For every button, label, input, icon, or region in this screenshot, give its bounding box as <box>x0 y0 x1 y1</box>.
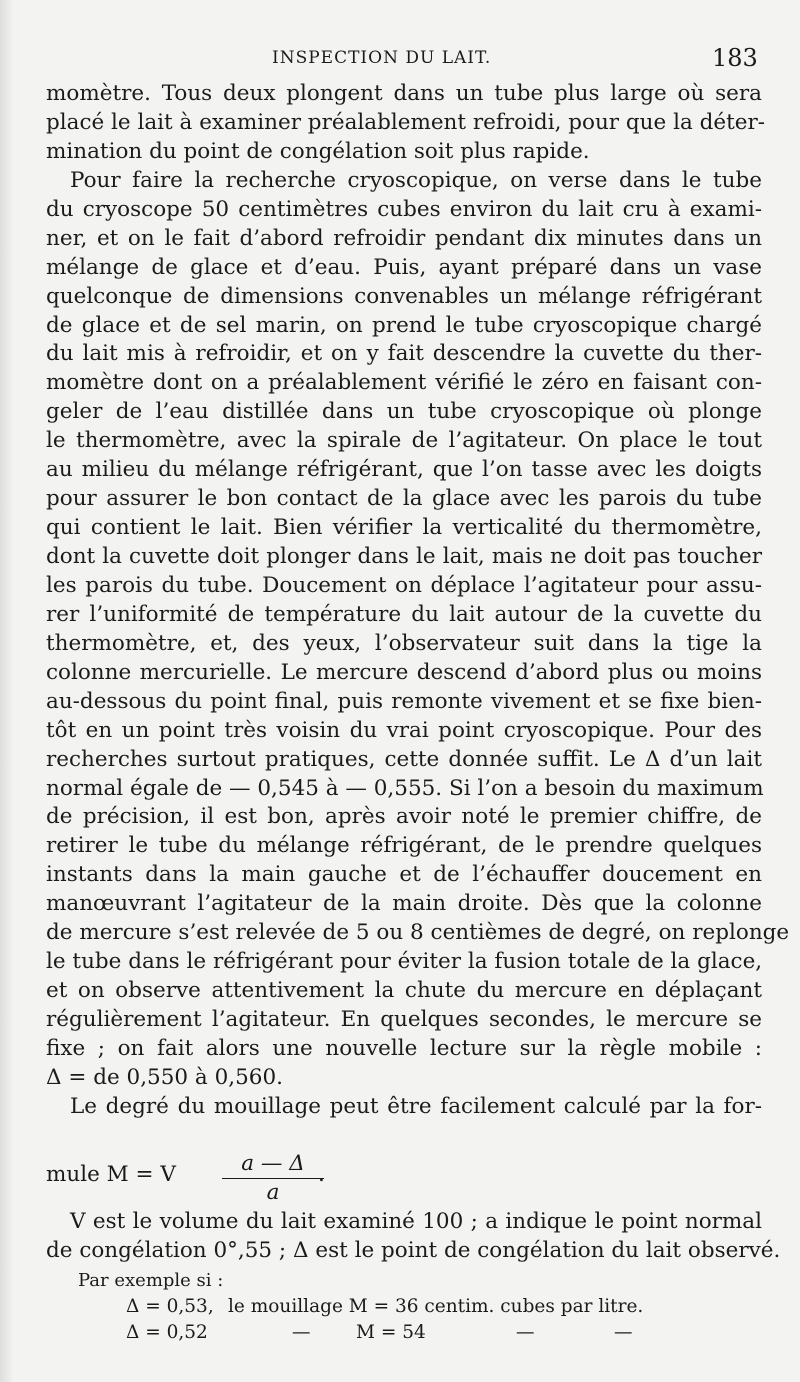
text-line: au-dessous du point final, puis remonte vivement et se fixe bien- <box>46 688 762 714</box>
page-number: 183 <box>712 44 758 72</box>
example-delta: Δ = 0,53, <box>126 1296 214 1317</box>
text-line: les parois du tube. Doucement on déplace l’agitateur pour assu- <box>46 572 762 598</box>
ditto-dash: — <box>614 1322 633 1343</box>
text-line: Le degré du mouillage peut être facilement calculé par la for- <box>70 1093 762 1119</box>
example-row <box>78 1320 718 1346</box>
formula-denominator: a <box>266 1180 280 1205</box>
text-line: dont la cuvette doit plonger dans le lait, mais ne doit pas toucher <box>46 544 762 569</box>
text-line: et on observe attentivement la chute du mercure en déplaçant <box>46 978 762 1004</box>
text-line: mination du point de congélation soit plus rapide. <box>46 138 590 164</box>
text-line: recherches surtout pratiques, cette donnée suffit. Le Δ d’un lait <box>46 746 762 772</box>
example-delta: Δ = 0,52 <box>126 1322 208 1343</box>
example-text: le mouillage M = 36 centim. cubes par litre. <box>228 1296 644 1317</box>
running-title: INSPECTION DU LAIT. <box>272 48 492 68</box>
text-line: du cryoscope 50 centimètres cubes environ du lait cru à exami- <box>46 196 762 222</box>
text-line: pour assurer le bon contact de la glace avec les parois du tube <box>46 486 762 512</box>
text-line: colonne mercurielle. Le mercure descend d’abord plus ou moins <box>46 659 762 685</box>
text-line: quelconque de dimensions convenables un mélange réfrigérant <box>46 283 762 309</box>
formula-numerator: a — Δ <box>241 1151 305 1176</box>
text-line: V est le volume du lait examiné 100 ; a indique le point normal <box>70 1209 762 1234</box>
text-line: du lait mis à refroidir, et on y fait descendre la cuvette du ther- <box>46 341 762 367</box>
text-line: tôt en un point très voisin du vrai point cryoscopique. Pour des <box>46 717 762 743</box>
text-line: rer l’uniformité de température du lait autour de la cuvette du <box>46 601 762 627</box>
text-line: placé le lait à examiner préalablement refroidi, pour que la déter- <box>46 109 765 135</box>
text-line: ner, et on le fait d’abord refroidir pendant dix minutes dans un <box>46 225 762 251</box>
text-line: Pour faire la recherche cryoscopique, on verse dans le tube <box>70 167 762 193</box>
text-line: mélange de glace et d’eau. Puis, ayant préparé dans un vase <box>46 254 762 280</box>
text-line: de précision, il est bon, après avoir noté le premier chiffre, de <box>46 804 762 830</box>
formula-suffix: . <box>318 1162 325 1187</box>
text-line: normal égale de — 0,545 à — 0,555. Si l’on a besoin du maximum <box>46 775 764 801</box>
body-text <box>46 80 790 1122</box>
text-line: instants dans la main gauche et de l’échauffer doucement en <box>46 862 762 888</box>
text-line: le tube dans le réfrigérant pour éviter la fusion totale de la glace, <box>46 949 763 975</box>
text-line: au milieu du mélange réfrigérant, que l’on tasse avec les doigts <box>46 457 762 483</box>
text-line: de congélation 0°,55 ; Δ est le point de congélation du lait observé. <box>46 1237 781 1263</box>
page-header <box>0 38 800 78</box>
mouillage-formula <box>46 1152 762 1216</box>
text-line: de glace et de sel marin, on prend le tube cryoscopique chargé <box>46 312 762 338</box>
text-line: fixe ; on fait alors une nouvelle lecture sur la règle mobile : <box>46 1035 762 1061</box>
example-label: Par exemple si : <box>78 1270 224 1291</box>
example-m: M = 54 <box>356 1322 426 1343</box>
ditto-dash: — <box>292 1322 311 1343</box>
text-line: Δ = de 0,550 à 0,560. <box>46 1064 283 1090</box>
example-block <box>78 1268 718 1346</box>
ditto-dash: — <box>516 1322 535 1343</box>
text-line: momètre. Tous deux plongent dans un tube plus large où sera <box>46 81 762 106</box>
text-line: le thermomètre, avec la spirale de l’agitateur. On place le tout <box>46 428 762 454</box>
text-line: qui contient le lait. Bien vérifier la verticalité du thermomètre, <box>46 515 762 541</box>
formula-fraction <box>218 1152 328 1205</box>
formula-prefix: mule M = V <box>46 1162 176 1187</box>
example-row <box>78 1294 718 1320</box>
page-edge-shadow <box>0 0 14 1382</box>
text-line: régulièrement l’agitateur. En quelques secondes, le mercure se <box>46 1007 762 1032</box>
text-line: thermomètre, et, des yeux, l’observateur suit dans la tige la <box>46 630 762 656</box>
fraction-bar <box>222 1178 324 1179</box>
text-line: geler de l’eau distillée dans un tube cryoscopique où plonge <box>46 399 762 425</box>
text-line: de mercure s’est relevée de 5 ou 8 centièmes de degré, on replonge <box>46 920 790 946</box>
text-line: retirer le tube du mélange réfrigérant, de le prendre quelques <box>46 833 762 859</box>
formula-explanation <box>46 1208 781 1266</box>
text-line: manœuvrant l’agitateur de la main droite. Dès que la colonne <box>46 891 762 917</box>
text-line: momètre dont on a préalablement vérifié le zéro en faisant con- <box>46 370 762 396</box>
